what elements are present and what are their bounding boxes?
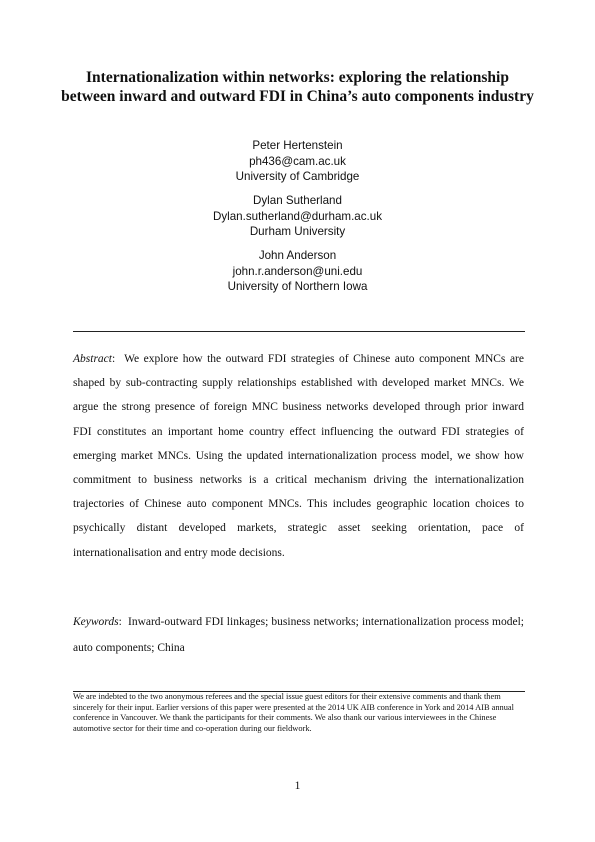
author-name: John Anderson <box>258 249 337 262</box>
keywords-label-colon: : <box>118 616 128 628</box>
keywords-text: Inward-outward FDI linkages; business networks; internationalization process model; auto components; China <box>73 616 524 654</box>
keywords-label: Keywords <box>73 616 119 628</box>
author-block-1 <box>0 138 595 185</box>
section-divider <box>73 331 525 332</box>
author-name: Dylan Sutherland <box>253 194 342 207</box>
author-affiliation: University of Northern Iowa <box>227 280 368 293</box>
abstract-label-colon: : <box>111 353 125 365</box>
page-number: 1 <box>294 780 301 792</box>
abstract-text: We explore how the outward FDI strategies of Chinese auto component MNCs are shaped by sub-contracting supply relationships established with developed market MNCs. We argue the strong presence of foreign MNC business networks developed through prior inward FDI constitutes an important home country effect influencing the outward FDI strategies of emerging market MNCs. Using the updated internationalization process model, we show how commitment to business networks is a critical mechanism driving the internationalization trajectories of Chinese auto component MNCs. This includes geographic location choices to psychically distant developed markets, strategic asset seeking orientation, pace of internationalisation and entry mode decisions. <box>73 353 524 559</box>
author-block-2 <box>0 193 595 240</box>
author-email: Dylan.sutherland@durham.ac.uk <box>212 209 382 223</box>
author-affiliation: Durham University <box>249 225 346 238</box>
acknowledgement-footnote: We are indebted to the two anonymous referees and the special issue guest editors for their extensive comments and thank them sincerely for their input. Earlier versions of this paper were presented at the 2014 UK AIB conference in York and 2014 AIB annual conference in Vancouver. We thank the participants for their comments. We also thank our various interviewees in the Chinese automotive sector for their time and co-operation during our fieldwork. <box>73 692 514 733</box>
abstract-label: Abstract <box>73 353 112 365</box>
author-email: john.r.anderson@uni.edu <box>232 264 363 278</box>
author-name: Peter Hertenstein <box>252 139 343 152</box>
author-block-3 <box>0 248 595 295</box>
author-email: ph436@cam.ac.uk <box>249 154 346 168</box>
abstract-paragraph <box>73 347 524 565</box>
author-affiliation: University of Cambridge <box>235 170 360 183</box>
paper-title: Internationalization within networks: exploring the relationship between inward and outward FDI in China’s auto components industry <box>61 69 534 105</box>
keywords-paragraph <box>73 609 524 661</box>
